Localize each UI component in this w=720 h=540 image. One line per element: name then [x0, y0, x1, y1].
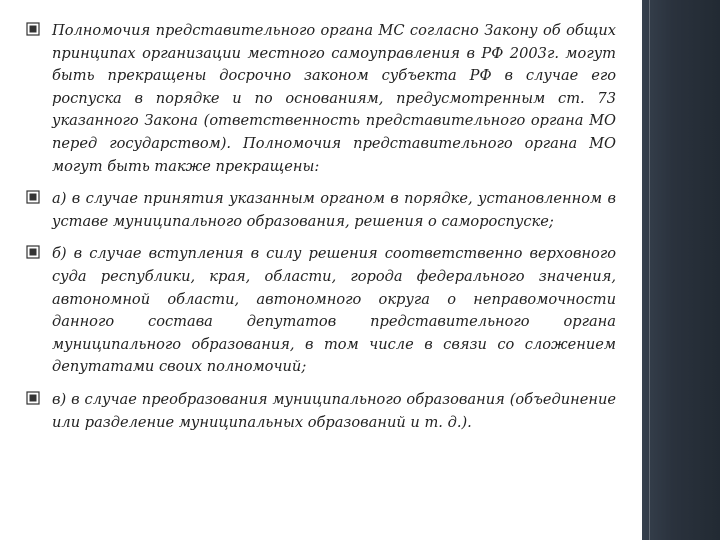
square-bullet-icon	[26, 22, 40, 36]
square-bullet-icon	[26, 245, 40, 259]
bullet-text: б) в случае вступления в силу решения соответственно верховного суда республики, края, области, города федерального значения, автономной области, автономного округа о неправомочности данного состава депутатов представительного органа муниципального образования, в том числе в связи со сложением депутатами своих полномочий;	[52, 245, 616, 376]
bullet-item	[26, 20, 616, 178]
bullet-item	[26, 389, 616, 434]
bullet-list	[26, 20, 616, 444]
bullet-text: Полномочия представительного органа МС согласно Закону об общих принципах организации местного самоуправления в РФ 2003г. могут быть прекращены досрочно законом субъекта РФ в случае его роспуска в порядке и по основаниям, предусмотренным ст. 73 указанного Закона (ответственность представительного органа МО перед государством). Полномочия представительного органа МО могут быть также прекращены:	[52, 22, 616, 175]
square-bullet-icon	[26, 190, 40, 204]
square-bullet-icon	[26, 391, 40, 405]
bullet-item	[26, 243, 616, 379]
bullet-text: в) в случае преобразования муниципального образования (объединение или разделение муниципальных образований и т. д.).	[52, 390, 616, 431]
sidebar-divider	[649, 0, 650, 540]
bullet-item	[26, 188, 616, 233]
decorative-sidebar	[642, 0, 720, 540]
bullet-text: а) в случае принятия указанным органом в порядке, установленном в уставе муниципального образования, решения о самороспуске;	[52, 190, 616, 230]
